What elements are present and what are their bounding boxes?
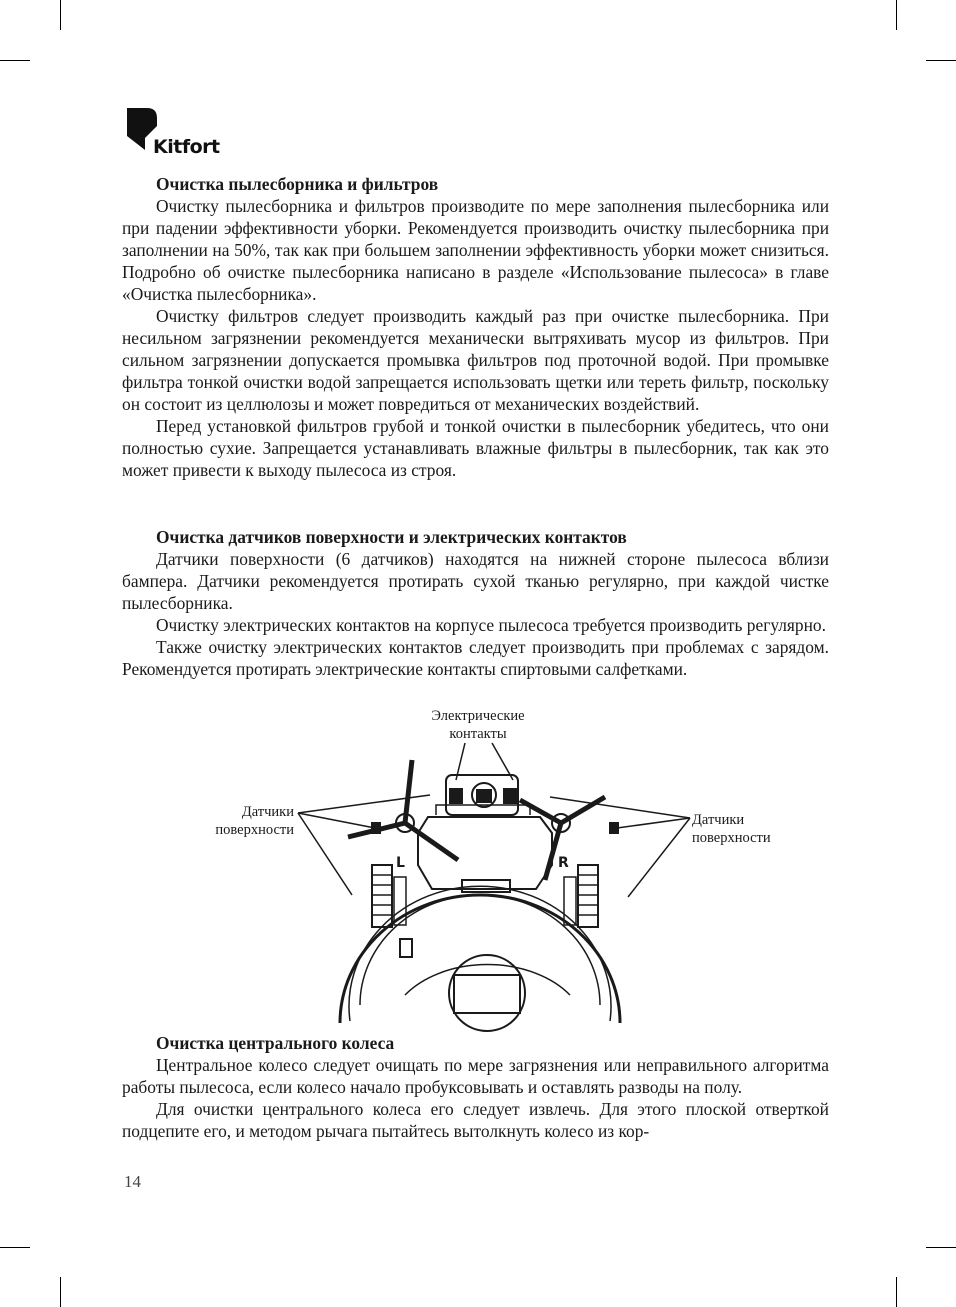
paragraph: Центральное колесо следует очищать по мере загрязнения или неправильного алгоритма работы пылесоса, если колесо начало пробуксовывать и оставлять разводы на полу.: [122, 1055, 829, 1097]
label-sensors-left: [202, 803, 294, 839]
central-wheel-cover: [454, 975, 520, 1013]
label-contacts-line1: Электрические: [431, 708, 525, 724]
label-contacts: [423, 707, 533, 743]
paragraph: Очистку электрических контактов на корпусе пылесоса требуется производить регулярно.: [156, 615, 826, 635]
label-sensors-right-line1: Датчики: [692, 812, 745, 828]
sensor-leader-right: [610, 818, 690, 829]
surface-sensor: [372, 823, 380, 833]
robot-diagram: [200, 705, 800, 1035]
paragraph: Перед установкой фильтров грубой и тонкой очистки в пылесборник убедитесь, что они полностью сухие. Запрещается устанавливать влажные фильтры в пылесборник, так как это может привести к выходу пылесоса из строя.: [122, 416, 829, 480]
brush-bristle: [405, 823, 458, 860]
crop-mark: [926, 60, 956, 61]
brush-bristle: [520, 800, 561, 823]
power-switch: [400, 939, 412, 957]
brand-logo: [125, 106, 245, 158]
sensor-leader-left: [298, 813, 375, 828]
label-sensors-right: [692, 811, 792, 847]
central-wheel: [449, 955, 525, 1031]
wheel-left-letter: L: [396, 855, 405, 871]
crop-mark: [0, 60, 30, 61]
paragraph: Очистку пылесборника и фильтров производите по мере заполнения пылесборника или при падении эффективности уборки. Рекомендуется производить очистку пылесборника при заполнении на 50%, так как при большем заполнении эффективность уборки может снизиться. Подробно об очистке пылесборника написано в разделе «Использование пылесоса» в главе «Очистка пылесборника».: [122, 196, 829, 304]
crop-mark: [60, 0, 61, 30]
page-number: 14: [124, 1172, 141, 1191]
section-dust-filters: [122, 173, 829, 481]
paragraph: Для очистки центрального колеса его следует извлечь. Для этого плоской отверткой подцепите его, и методом рычага пытайтесь вытолкнуть колесо из кор-: [122, 1099, 829, 1141]
section-heading: Очистка центрального колеса: [156, 1033, 395, 1053]
crop-mark: [896, 1277, 897, 1307]
sensor-leader-right: [628, 818, 690, 897]
label-sensors-right-line2: поверхности: [692, 830, 771, 846]
crop-mark: [896, 0, 897, 30]
label-sensors-left-line2: поверхности: [215, 822, 294, 838]
brand-name: Kitfort: [153, 136, 220, 158]
crop-mark: [926, 1247, 956, 1248]
paragraph: Датчики поверхности (6 датчиков) находятся на нижней стороне пылесоса вблизи бампера. Датчики рекомендуется протирать сухой тканью регулярно, при каждой чистке пылесборника.: [122, 549, 829, 613]
brush-bristle: [405, 760, 412, 823]
paragraph: Очистку фильтров следует производить каждый раз при очистке пылесборника. При несильном загрязнении рекомендуется механически вытряхивать мусор из фильтров. При сильном загрязнении допускается промывка фильтров под проточной водой. При промывке фильтра тонкой очистки водой запрещается использовать щетки или тереть фильтр, поскольку он состоит из целлюлозы и может повредиться от механических воздействий.: [122, 306, 829, 414]
surface-sensor: [610, 823, 618, 833]
section-sensors-contacts: [122, 526, 829, 680]
rear-arc: [405, 965, 570, 995]
brush-bristle: [561, 797, 605, 823]
brush-bristle: [545, 823, 561, 880]
sensor-leader-left: [298, 813, 352, 895]
label-sensors-left-line1: Датчики: [241, 804, 294, 820]
robot-underside-figure: [200, 705, 800, 1035]
dustbin-cover: [418, 817, 552, 889]
crop-mark: [0, 1247, 30, 1248]
label-contacts-line2: контакты: [449, 726, 507, 742]
wheel-right-letter: R: [558, 855, 569, 871]
contact-left: [450, 789, 462, 803]
section-central-wheel: [122, 1032, 829, 1142]
paragraph: Также очистку электрических контактов следует производить при проблемах с зарядом. Рекомендуется протирать электрические контакты спиртовыми салфетками.: [122, 637, 829, 679]
section-heading: Очистка пылесборника и фильтров: [156, 174, 439, 194]
crop-mark: [60, 1277, 61, 1307]
section-heading: Очистка датчиков поверхности и электрических контактов: [156, 527, 627, 547]
contact-right: [504, 789, 516, 803]
robot-body-inner: [349, 886, 611, 1021]
